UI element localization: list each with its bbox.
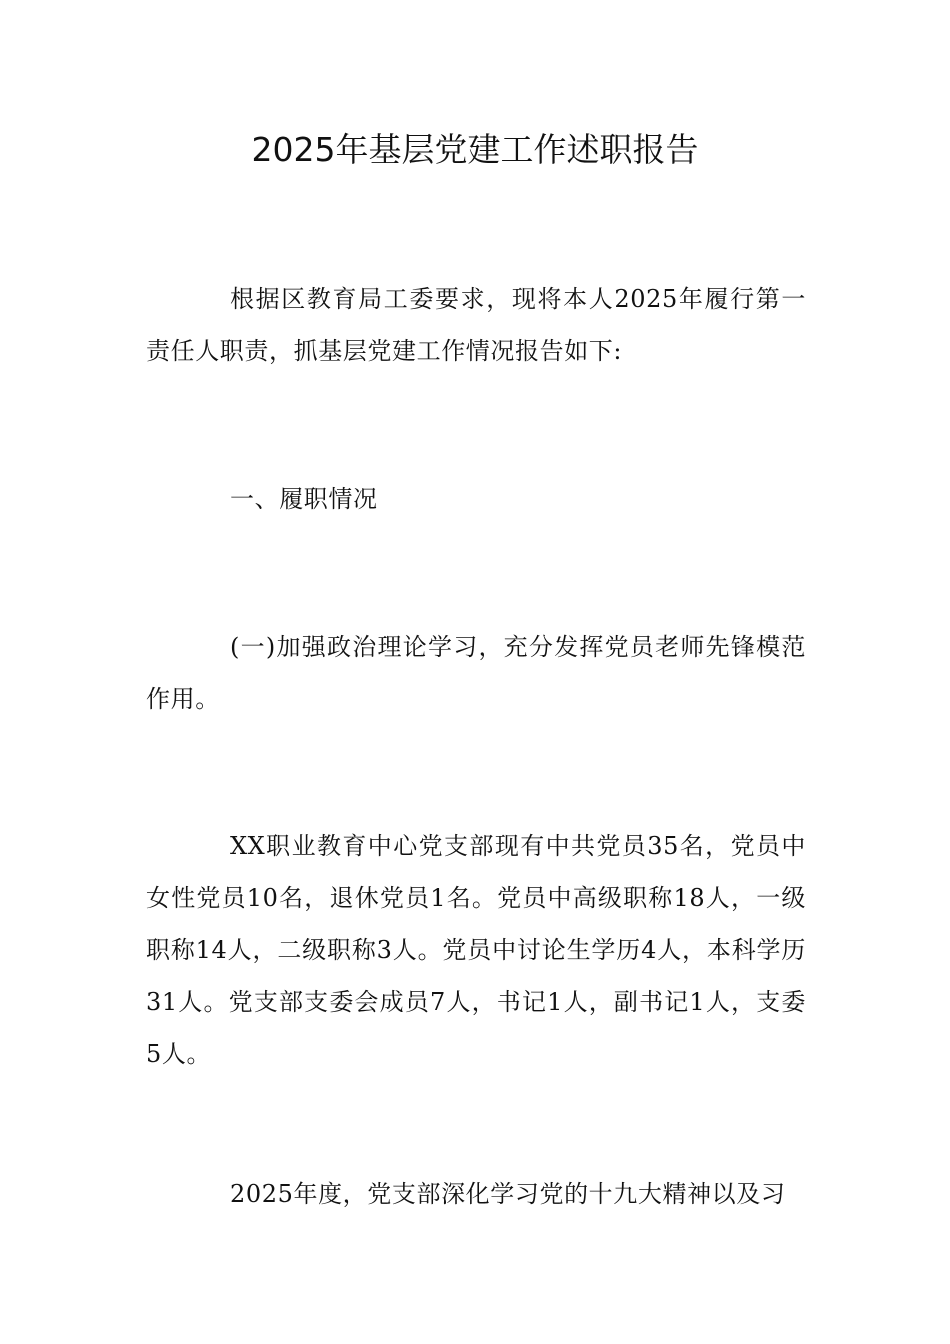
- annual-study-paragraph: 2025年度，党支部深化学习党的十九大精神以及习: [230, 1180, 786, 1208]
- section-heading-duty-performance: 一、履职情况: [230, 485, 378, 513]
- party-branch-statistics-paragraph: XX职业教育中心党支部现有中共党员35名，党员中女性党员10名，退休党员1名。党员中高级职称18人，一级职称14人，二级职称3人。党员中讨论生学历4人，本科学历31人。党支部支委会成员7人，书记1人，副书记1人，支委5人。: [146, 832, 806, 1068]
- document-title: 2025年基层党建工作述职报告: [251, 130, 699, 169]
- intro-paragraph: 根据区教育局工委要求，现将本人2025年履行第一责任人职责，抓基层党建工作情况报告如下:: [146, 285, 806, 365]
- subsection-heading-political-study: (一)加强政治理论学习，充分发挥党员老师先锋模范作用。: [146, 633, 806, 713]
